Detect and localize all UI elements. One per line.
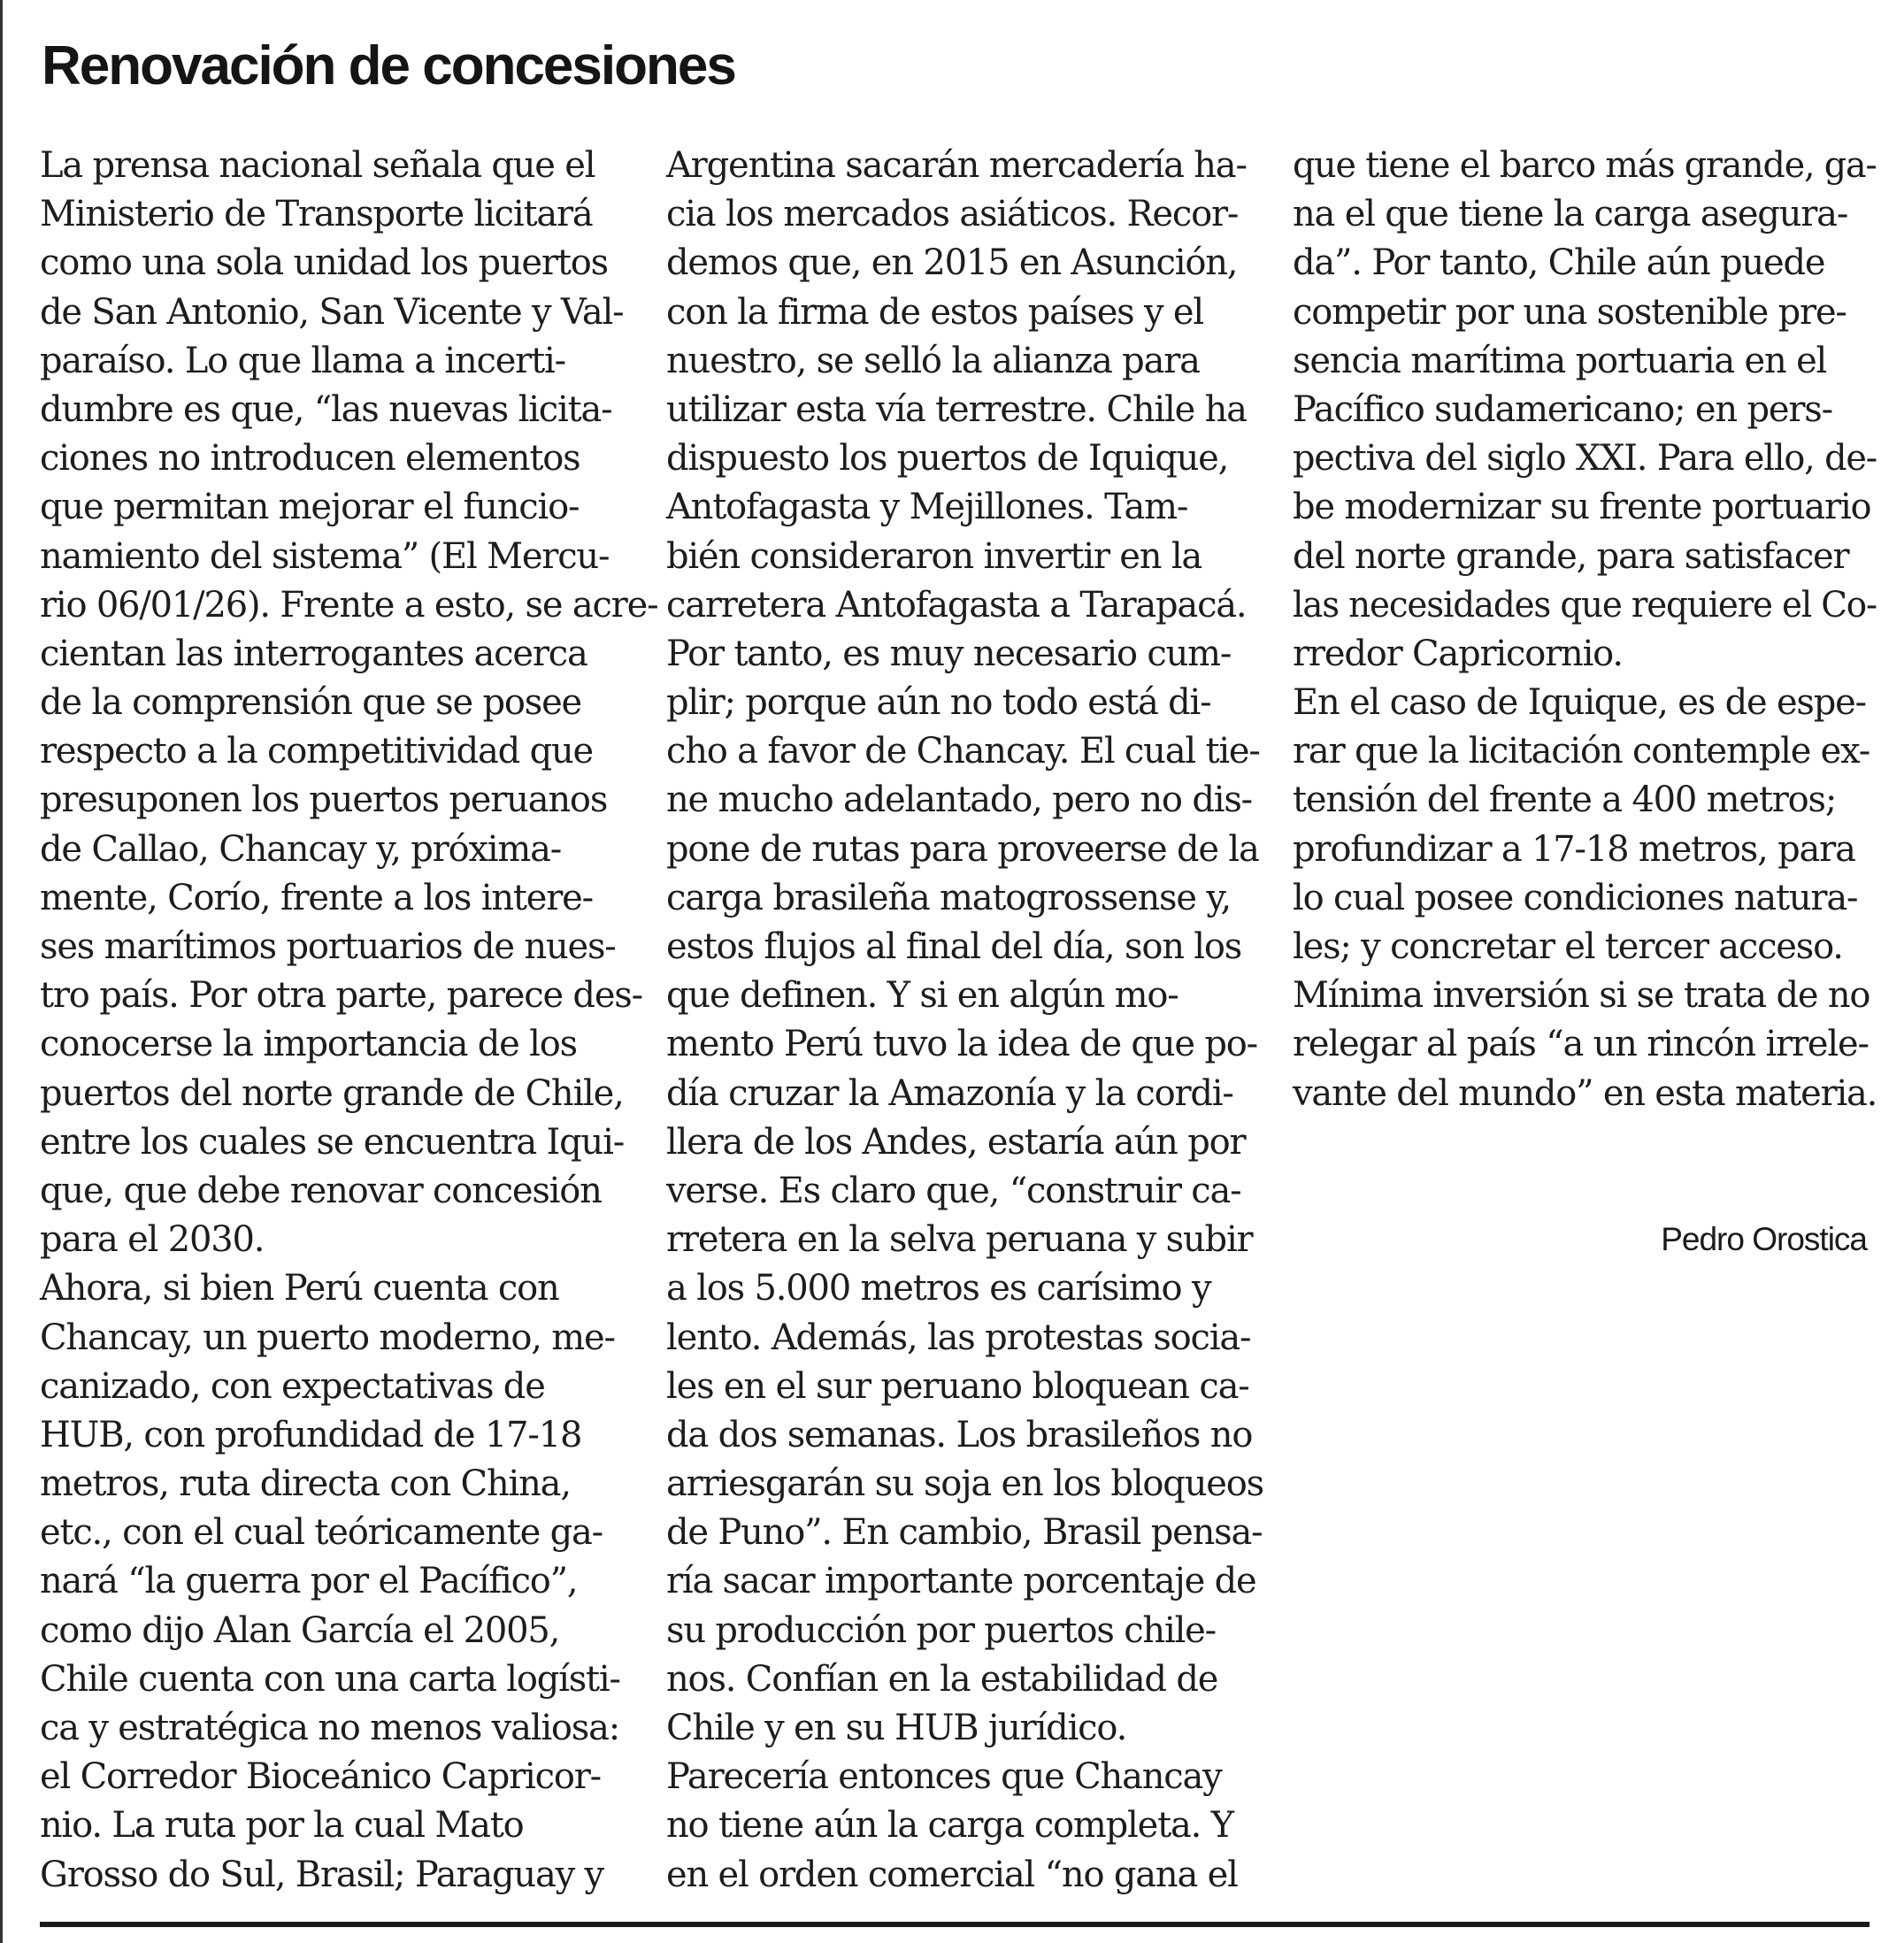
text-line: Por tanto, es muy necesario cum- (666, 633, 1232, 674)
text-line: Pacífico sudamericano; en pers- (1293, 388, 1832, 430)
text-line: Grosso do Sul, Brasil; Paraguay y (40, 1854, 603, 1895)
text-line: En el caso de Iquique, es de espe- (1293, 682, 1866, 724)
text-line: como dijo Alan García el 2005, (40, 1609, 560, 1651)
text-line: en el orden comercial “no gana el (666, 1854, 1238, 1895)
text-line: día cruzar la Amazonía y la cordi- (666, 1072, 1233, 1114)
text-line: mento Perú tuvo la idea de que po- (666, 1024, 1257, 1065)
text-line: Ministerio de Transporte licitará (40, 194, 593, 235)
text-line: para el 2030. (40, 1219, 265, 1261)
text-line: Chile y en su HUB jurídico. (666, 1708, 1127, 1748)
text-line: puertos del norte grande de Chile, (40, 1072, 624, 1114)
text-line: ca y estratégica no menos valiosa: (40, 1708, 620, 1748)
text-column-1 (40, 142, 659, 1900)
text-line: nio. La ruta por la cual Mato (40, 1805, 524, 1847)
text-line: llera de los Andes, estaría aún por (666, 1121, 1246, 1163)
text-line: sencia marítima portuaria en el (1293, 340, 1827, 381)
text-line: que, que debe renovar concesión (40, 1170, 602, 1211)
text-line: be modernizar su frente portuario (1293, 487, 1871, 528)
bottom-rule (40, 1922, 1869, 1927)
text-line: respecto a la competitividad que (40, 731, 594, 772)
text-line: paraíso. Lo que llama a incerti- (40, 340, 565, 381)
text-line: Argentina sacarán mercadería ha- (666, 145, 1247, 186)
text-line: namiento del sistema” (El Mercu- (40, 535, 610, 577)
text-line: vante del mundo” en esta materia. (1293, 1072, 1877, 1114)
text-line: su producción por puertos chile- (666, 1609, 1216, 1651)
text-line: metros, ruta directa con China, (40, 1463, 571, 1505)
text-line: rar que la licitación contemple ex- (1293, 731, 1870, 772)
text-line: lento. Además, las protestas socia- (666, 1317, 1251, 1358)
text-line: La prensa nacional señala que el (40, 145, 595, 186)
text-line: el Corredor Bioceánico Capricor- (40, 1756, 601, 1798)
author-signature: Pedro Orostica (1661, 1221, 1867, 1257)
text-line: cientan las interrogantes acerca (40, 633, 587, 674)
text-line: que tiene el barco más grande, ga- (1293, 145, 1877, 186)
text-line: tro país. Por otra parte, parece des- (40, 975, 642, 1017)
text-line: les en el sur peruano bloquean ca- (666, 1365, 1249, 1407)
text-line: pone de rutas para proveerse de la (666, 828, 1259, 870)
text-line: a los 5.000 metros es carísimo y (666, 1268, 1211, 1309)
text-line: verse. Es claro que, “construir ca- (666, 1170, 1241, 1211)
text-line: pectiva del siglo XXI. Para ello, de- (1293, 438, 1877, 480)
text-line: plir; porque aún no todo está di- (666, 682, 1211, 724)
text-line: estos flujos al final del día, son los (666, 926, 1242, 967)
text-line: presuponen los puertos peruanos (40, 780, 608, 821)
text-line: nos. Confían en la estabilidad de (666, 1658, 1218, 1700)
text-line: de Puno”. En cambio, Brasil pensa- (666, 1512, 1263, 1554)
text-line: del norte grande, para satisfacer (1293, 535, 1849, 577)
text-line: etc., con el cual teóricamente ga- (40, 1512, 603, 1554)
text-line: rretera en la selva peruana y subir (666, 1219, 1253, 1261)
text-line: rio 06/01/26). Frente a esto, se acre- (40, 584, 658, 626)
text-line: Chancay, un puerto moderno, me- (40, 1317, 615, 1358)
text-column-3 (1293, 142, 1877, 1118)
text-line: Parecería entonces que Chancay (666, 1756, 1222, 1798)
text-line: demos que, en 2015 en Asunción, (666, 242, 1238, 284)
text-line: nará “la guerra por el Pacífico”, (40, 1561, 578, 1602)
text-line: tensión del frente a 400 metros; (1293, 780, 1837, 821)
text-line: da dos semanas. Los brasileños no (666, 1414, 1253, 1455)
text-line: que permitan mejorar el funcio- (40, 487, 580, 528)
text-line: carretera Antofagasta a Tarapacá. (666, 584, 1247, 626)
text-line: nuestro, se selló la alianza para (666, 340, 1200, 381)
text-line: Mínima inversión si se trata de no (1293, 975, 1870, 1017)
text-line: de Callao, Chancay y, próxima- (40, 828, 562, 870)
text-line: da”. Por tanto, Chile aún puede (1293, 242, 1825, 284)
text-line: Antofagasta y Mejillones. Tam- (666, 487, 1188, 528)
text-line: lo cual posee condiciones natura- (1293, 877, 1858, 918)
text-line: competir por una sostenible pre- (1293, 291, 1846, 333)
text-line: conocerse la importancia de los (40, 1024, 577, 1065)
text-line: las necesidades que requiere el Co- (1293, 584, 1877, 626)
text-line: como una sola unidad los puertos (40, 242, 608, 284)
text-line: Chile cuenta con una carta logísti- (40, 1658, 620, 1700)
text-line: HUB, con profundidad de 17-18 (40, 1414, 582, 1455)
text-line: utilizar esta vía terrestre. Chile ha (666, 388, 1247, 430)
text-line: profundizar a 17-18 metros, para (1293, 828, 1855, 870)
headline: Renovación de concesiones (42, 35, 735, 96)
text-line: canizado, con expectativas de (40, 1365, 545, 1407)
text-column-2 (666, 142, 1286, 1900)
text-line: carga brasileña matogrossense y, (666, 877, 1231, 918)
text-line: ría sacar importante porcentaje de (666, 1561, 1256, 1602)
text-line: con la firma de estos países y el (666, 291, 1203, 333)
text-line: de la comprensión que se posee (40, 682, 582, 724)
text-line: bién consideraron invertir en la (666, 535, 1202, 577)
text-line: no tiene aún la carga completa. Y (666, 1805, 1233, 1847)
text-line: Ahora, si bien Perú cuenta con (40, 1268, 559, 1309)
text-line: ne mucho adelantado, pero no dis- (666, 780, 1252, 821)
text-line: que definen. Y si en algún mo- (666, 975, 1178, 1017)
text-line: na el que tiene la carga asegura- (1293, 194, 1848, 235)
text-line: dispuesto los puertos de Iquique, (666, 438, 1229, 480)
text-line: ses marítimos portuarios de nues- (40, 926, 616, 967)
text-line: mente, Corío, frente a los intere- (40, 877, 593, 918)
text-line: rredor Capricornio. (1293, 633, 1623, 674)
text-line: cho a favor de Chancay. El cual tie- (666, 731, 1260, 772)
text-line: de San Antonio, San Vicente y Val- (40, 291, 624, 333)
text-line: cia los mercados asiáticos. Recor- (666, 194, 1239, 235)
text-line: dumbre es que, “las nuevas licita- (40, 388, 612, 430)
text-line: arriesgarán su soja en los bloqueos (666, 1463, 1263, 1505)
text-line: les; y concretar el tercer acceso. (1293, 926, 1843, 967)
text-line: relegar al país “a un rincón irrele- (1293, 1024, 1869, 1065)
text-line: ciones no introducen elementos (40, 438, 580, 480)
text-line: entre los cuales se encuentra Iqui- (40, 1121, 625, 1163)
